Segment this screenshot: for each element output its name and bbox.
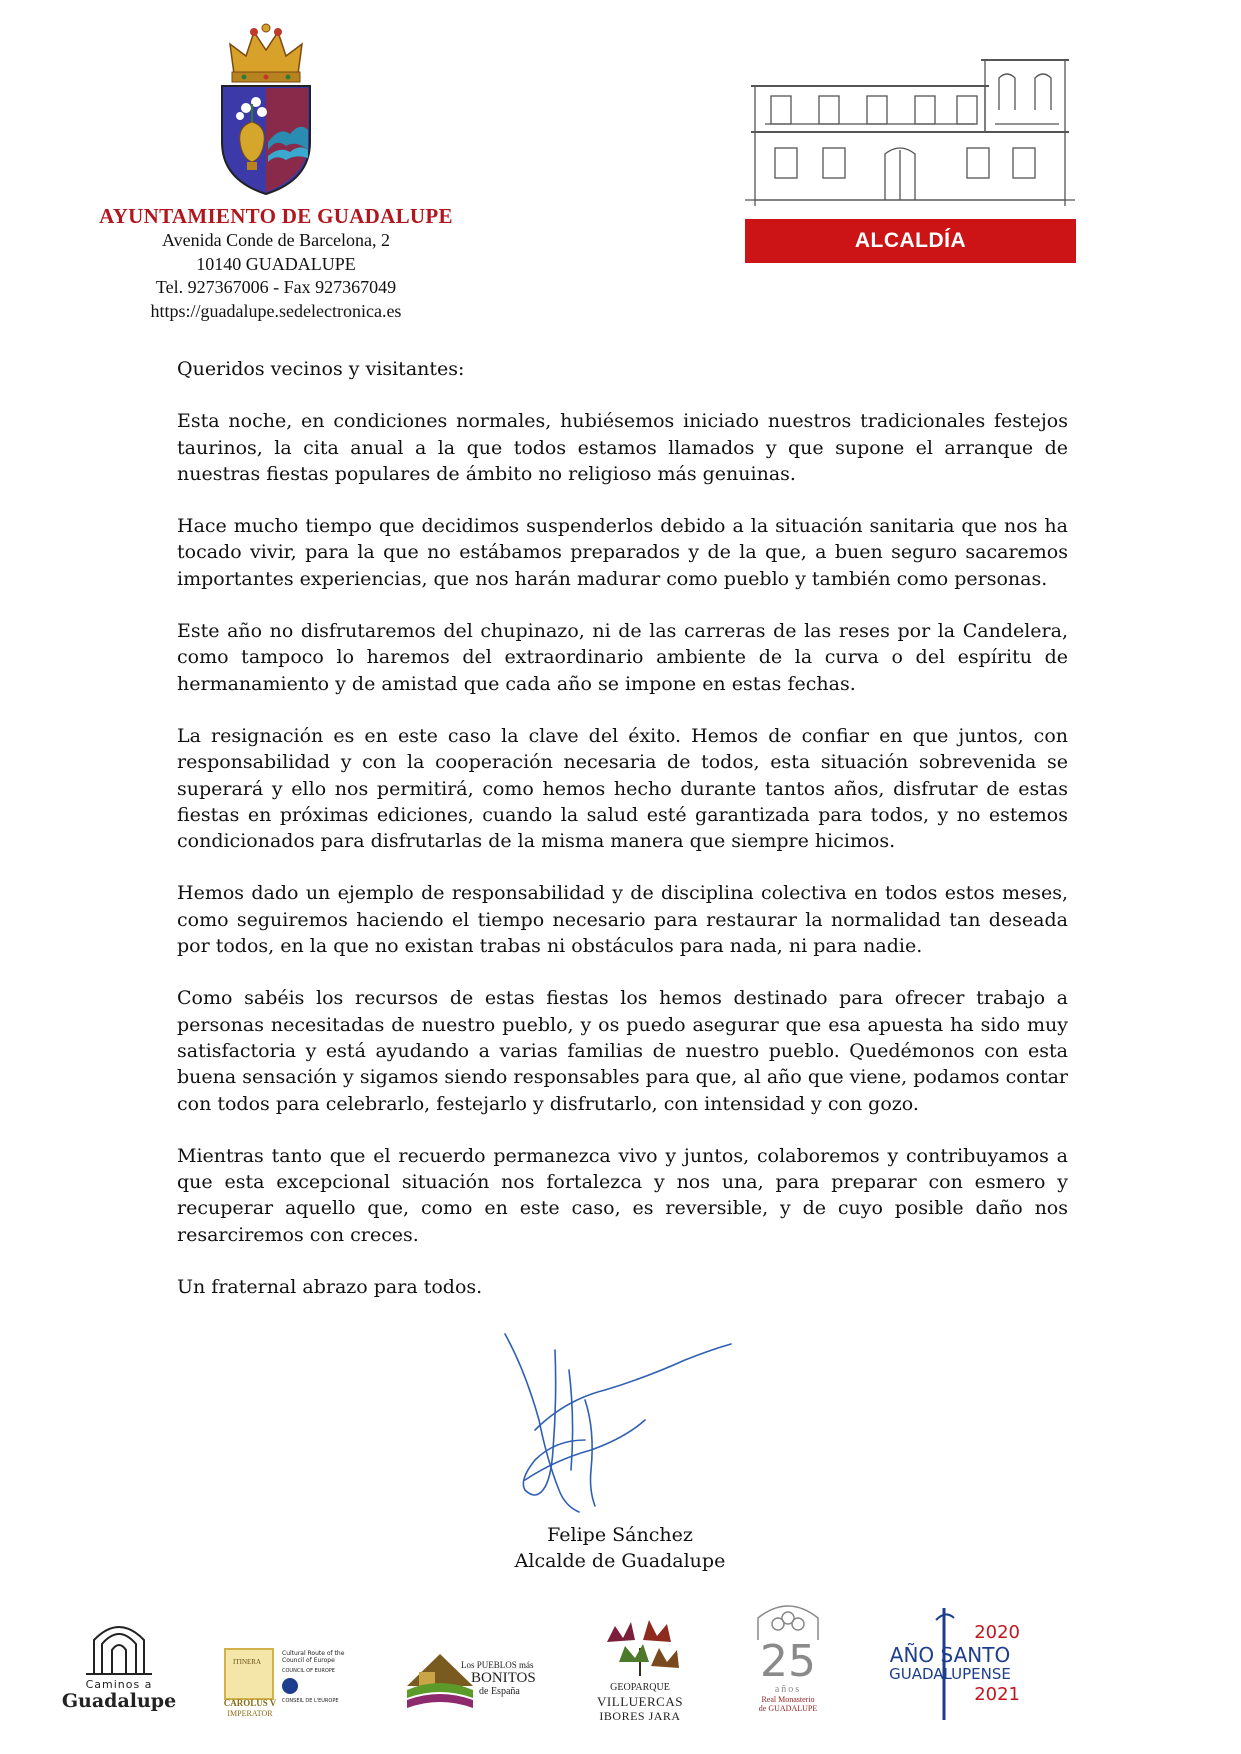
logo-caption-line-3: Real Monasterio [761,1695,815,1704]
logo-caption-line-3: IBORES JARA [599,1709,681,1723]
signer-block [470,1522,770,1574]
logo-caption-line-1: ITINERA [233,1658,261,1666]
logo-note-3: COUNCIL OF EUROPE [282,1668,335,1674]
letter-paragraph: Mientras tanto que el recuerdo permanezca vivo y juntos, colaboremos y contribuyamos a que esta excepcional situación nos fortalezca y nos una, para preparar con esmero y recuperar aquello que, como en este caso, es reversible, y de cuyo posible daño nos resarciremos con creces. [177,1144,1068,1246]
caminos-a-guadalupe-logo-icon [60,1618,178,1718]
letter-paragraph: Hace mucho tiempo que decidimos suspenderlos debido a la situación sanitaria que nos ha tocado vivir, para la que no estábamos preparados y de la que, a buen seguro sacaremos importantes experiencias, que nos harán madurar como pueblo y también como personas. [177,515,1068,590]
logo-caption-line-2: Guadalupe [61,1690,177,1712]
organization-block [56,203,496,323]
letter-paragraph: La resignación es en este caso la clave del éxito. Hemos de confiar en que juntos, con responsabilidad y con la cooperación necesaria de todos, esta situación sobrevenida se superará y ello nos permitirá, como hemos hecho durante tantos años, disfrutar de estas fiestas en próximas ediciones, cuando la salud esté garantizada para todos, y no estemos condicionados para disfrutarlas de la misma manera que siempre hicimos. [177,724,1068,853]
letter-closing: Un fraternal abrazo para todos. [177,1276,483,1299]
logo-caption-line-4: 2021 [974,1684,1020,1705]
logo-note-1: Cultural Route of the [282,1650,345,1657]
address-line-2: 10140 GUADALUPE [196,253,356,274]
logo-caption-line-2: años [774,1684,802,1695]
letter-paragraph: Hemos dado un ejemplo de responsabilidad y de disciplina colectiva en todos estos meses, como seguiremos haciendo el tiempo necesario para restaurar la normalidad tan deseada por todos, en la que no existan trabas ni obstáculos para nada, ni para nadie. [177,882,1068,958]
letter-paragraph: Este año no disfrutaremos del chupinazo, ni de las carreras de las reses por la Candelera, como tampoco lo haremos del extraordinario ambiente de la curva o del espíritu de hermanamiento y de amistad que cada año se impone en estas fechas. [177,620,1068,695]
website-line: https://guadalupe.sedelectronica.es [150,300,402,321]
logo-caption-line-2: BONITOS [471,1670,536,1686]
logo-caption-line-4: de GUADALUPE [758,1704,818,1713]
letter-greeting: Queridos vecinos y visitantes: [177,358,465,380]
address-line-1: Avenida Conde de Barcelona, 2 [161,230,391,250]
logo-caption-line-1: Caminos a [85,1678,153,1691]
pueblos-mas-bonitos-logo-icon [405,1648,555,1718]
ano-santo-guadalupense-logo-icon [880,1604,1020,1722]
letter-paragraph: Esta noche, en condiciones normales, hubiésemos iniciado nuestros tradicionales festejos taurinos, la cita anual a la que todos estamos llamados y que supone el arranque de nuestras fiestas populares de ámbito no religioso más genuinas. [177,410,1068,485]
carolus-v-imperator-logo-icon [220,1648,360,1720]
letter-body [177,356,1068,1326]
logo-caption-line-1: 2020 [974,1622,1020,1643]
town-hall-building-icon [745,50,1075,206]
logo-caption-line-1: GEOPARQUE [610,1682,670,1693]
department-banner: ALCALDÍA [745,219,1076,263]
logo-note-4: CONSEIL DE L'EUROPE [282,1698,339,1704]
coat-of-arms-icon [216,22,316,197]
letter-paragraph: Como sabéis los recursos de estas fiestas los hemos destinado para ofrecer trabajo a personas necesitadas de nuestro pueblo, y os puedo asegurar que esa apuesta ha sido muy satisfactoria y está ayudando a varias familias de nuestro pueblo. Quedémonos con esta buena sensación y sigamos siendo responsables para que, al año que viene, podamos contar con todos para celebrarlo, festejarlo y disfrutarlo, con intensidad y con gozo. [177,987,1068,1115]
logo-note-2: Council of Europe [282,1657,335,1664]
logo-caption-line-1: 25 [760,1636,816,1687]
logo-caption-line-1: Los PUEBLOS más [461,1660,534,1670]
logo-caption-line-2: VILLUERCAS [597,1694,683,1709]
real-monasterio-25-anos-logo-icon [748,1600,828,1722]
logo-caption-line-2: CAROLUS V [223,1698,277,1708]
geoparque-villuercas-logo-icon [585,1618,695,1722]
logo-caption-line-3: de España [479,1686,520,1697]
handwritten-signature [495,1330,745,1520]
signer-title: Alcalde de Guadalupe [514,1550,726,1572]
logo-caption-line-3: GUADALUPENSE [889,1665,1011,1683]
logo-caption-line-3: IMPERATOR [227,1709,273,1718]
council-of-europe-icon [282,1678,298,1694]
signer-name: Felipe Sánchez [547,1524,693,1546]
phone-fax-line: Tel. 927367006 - Fax 927367049 [155,277,397,297]
logo-caption-line-2: AÑO SANTO [889,1643,1011,1667]
organization-name: AYUNTAMIENTO DE GUADALUPE [99,204,453,228]
